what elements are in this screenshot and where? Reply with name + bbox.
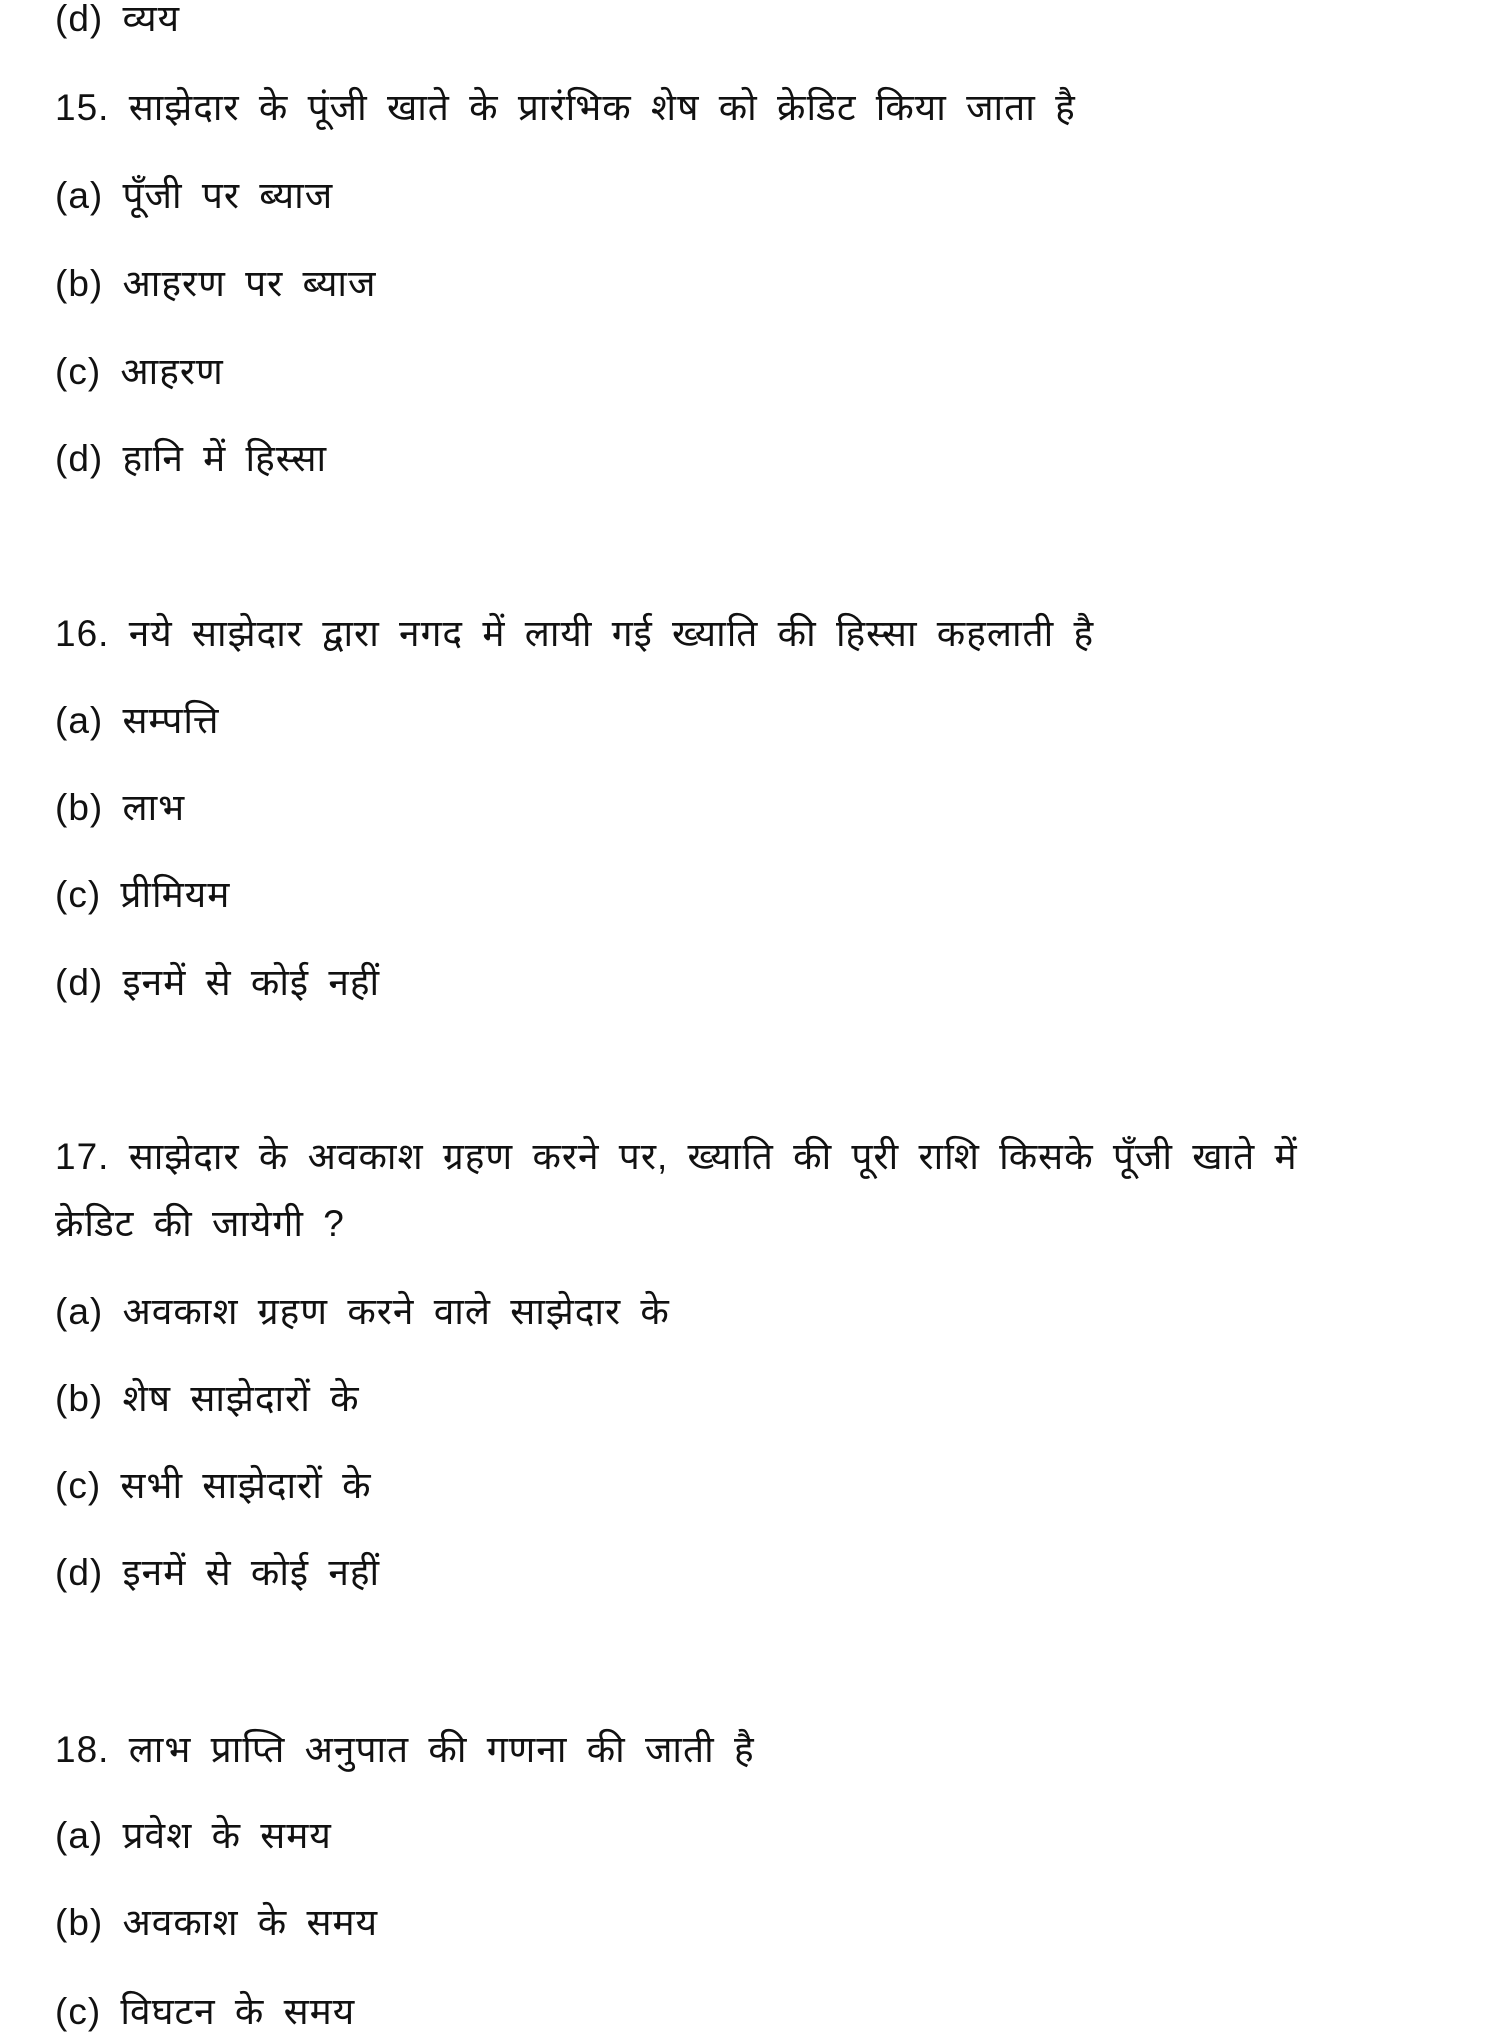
q15-option-b: (b) आहरण पर ब्याज <box>55 263 377 304</box>
q18-option-a: (a) प्रवेश के समय <box>55 1815 332 1856</box>
q17-option-a: (a) अवकाश ग्रहण करने वाले साझेदार के <box>55 1291 670 1332</box>
question-15: 15. साझेदार के पूंजी खाते के प्रारंभिक शेष को क्रेडिट किया जाता है <box>55 87 1076 128</box>
question-18: 18. लाभ प्राप्ति अनुपात की गणना की जाती है <box>55 1729 755 1770</box>
question-17-line2: क्रेडिट की जायेगी ? <box>55 1203 345 1244</box>
q17-option-d: (d) इनमें से कोई नहीं <box>55 1552 381 1593</box>
q16-option-c: (c) प्रीमियम <box>55 874 231 915</box>
q18-option-c: (c) विघटन के समय <box>55 1991 356 2032</box>
question-16: 16. नये साझेदार द्वारा नगद में लायी गई ख्याति की हिस्सा कहलाती है <box>55 613 1095 654</box>
q16-option-d: (d) इनमें से कोई नहीं <box>55 962 381 1003</box>
q17-option-b: (b) शेष साझेदारों के <box>55 1378 360 1419</box>
q15-option-a: (a) पूँजी पर ब्याज <box>55 175 334 216</box>
q17-option-c: (c) सभी साझेदारों के <box>55 1465 372 1506</box>
q15-option-d: (d) हानि में हिस्सा <box>55 438 328 479</box>
q16-option-b: (b) लाभ <box>55 787 186 828</box>
q15-option-c: (c) आहरण <box>55 351 224 392</box>
q18-option-b: (b) अवकाश के समय <box>55 1902 379 1943</box>
q16-option-a: (a) सम्पत्ति <box>55 700 220 741</box>
question-17-line1: 17. साझेदार के अवकाश ग्रहण करने पर, ख्याति की पूरी राशि किसके पूँजी खाते में <box>55 1136 1298 1177</box>
option-d-prev: (d) व्यय <box>55 0 181 39</box>
